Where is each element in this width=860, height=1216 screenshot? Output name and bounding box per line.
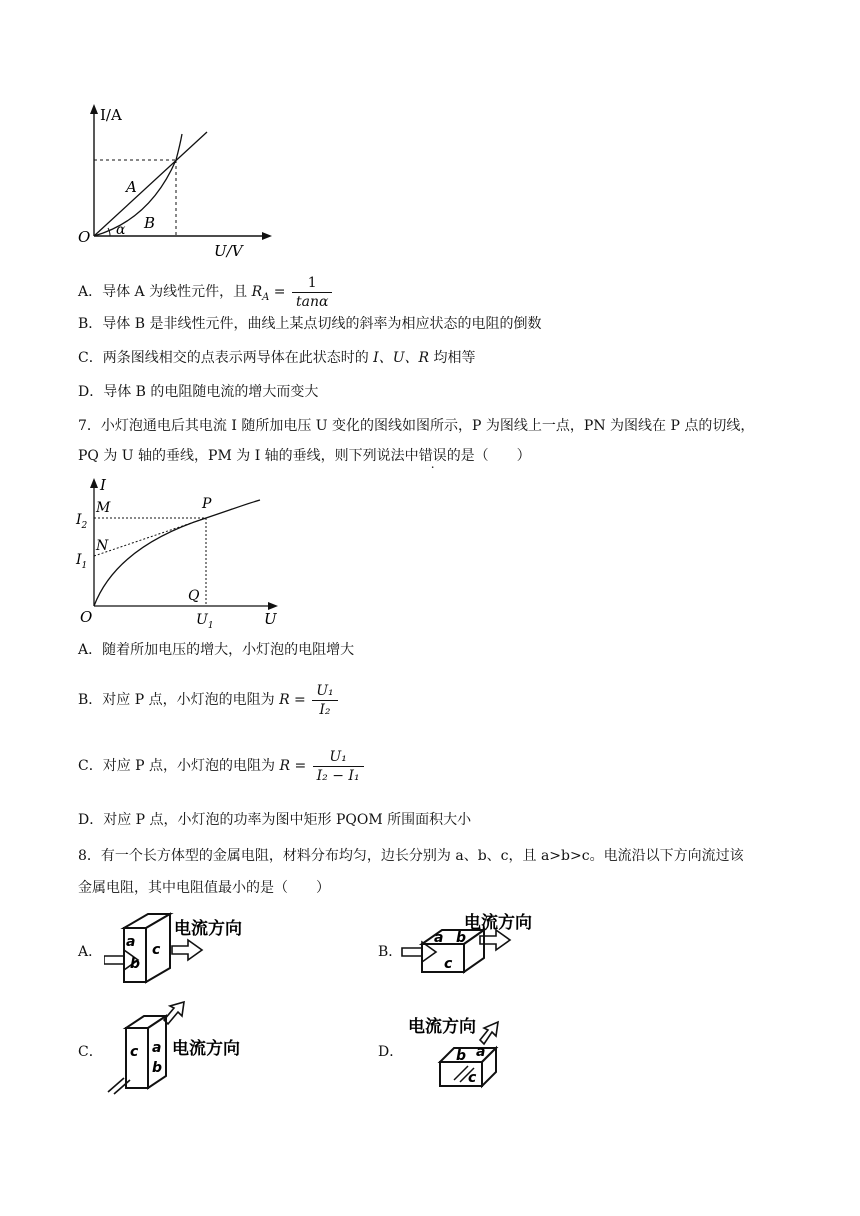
- q6-option-d: D．导体 B 的电阻随电流的增大而变大: [78, 384, 319, 400]
- fig1-x-label: U/V: [214, 242, 243, 260]
- q8-a-arrow-text: 电流方向: [174, 919, 242, 939]
- q8-c-face-c: c: [130, 1044, 139, 1060]
- q8-c-face-a: a: [152, 1040, 162, 1056]
- fig2-i2: I: [76, 512, 82, 528]
- q8-d-face-b: b: [456, 1048, 467, 1064]
- q8-c-face-b: b: [152, 1060, 163, 1076]
- q8-option-a-label: A．: [78, 944, 103, 960]
- q8-d-face-c: c: [468, 1070, 477, 1086]
- q6-a-den: tanα: [296, 293, 329, 310]
- q7-stem-emph: 错误: [418, 448, 447, 464]
- fig1-origin: O: [78, 228, 91, 246]
- fig2-i2-sub: 2: [81, 521, 88, 531]
- q7-b-lhs: R =: [279, 692, 311, 708]
- q7-c-den: I₂ − I₁: [316, 767, 360, 784]
- q6-option-a: [78, 272, 334, 318]
- q8-option-d-figure: [404, 1010, 554, 1090]
- q7-stem-line2-post: 的是（ ）: [446, 448, 531, 464]
- figure-bulb-iu: [70, 474, 290, 630]
- q6-option-b: B．导体 B 是非线性元件，曲线上某点切线的斜率为相应状态的电阻的倒数: [78, 316, 542, 332]
- q8-d-arrow-text: 电流方向: [408, 1017, 476, 1037]
- q8-option-d-label: D．: [378, 1044, 404, 1060]
- fig2-y-label: I: [100, 476, 106, 494]
- q8-b-face-c: c: [444, 956, 453, 972]
- q8-a-face-b: b: [130, 956, 141, 972]
- q6-a-text: A．导体 A 为线性元件，且: [78, 284, 252, 300]
- fig1-angle: α: [116, 222, 126, 238]
- curve-b-line: [94, 134, 182, 236]
- fig2-q: Q: [188, 588, 200, 604]
- q6-c-text: C．两条图线相交的点表示两导体在此状态时的: [78, 350, 374, 366]
- fig2-u1: U: [196, 612, 208, 628]
- q7-stem-line1: 7．小灯泡通电后其电流 I 随所加电压 U 变化的图线如图所示，P 为图线上一点，PN 为图线在 P 点的切线，: [78, 418, 755, 434]
- q6-option-c: [78, 348, 476, 368]
- q7-stem-line2: [78, 446, 531, 466]
- q8-stem-line1: 8．有一个长方体型的金属电阻，材料分布均匀，边长分别为 a、b、c，且 a>b>c。电流沿以下方向流过该: [78, 848, 744, 864]
- svg-text:U1: [196, 612, 214, 630]
- fig2-x-label: U: [264, 610, 277, 628]
- q7-c-num: U₁: [313, 748, 364, 767]
- q8-option-c-figure: [104, 1000, 284, 1096]
- bulb-curve: [94, 500, 260, 606]
- q7-b-fraction: [312, 682, 337, 719]
- q6-a-lhs: R: [251, 284, 263, 300]
- q8-option-a-figure: [104, 906, 274, 996]
- svg-text:I1: [75, 552, 87, 571]
- q6-c-suffix: 均相等: [429, 350, 476, 366]
- fig1-y-label: I/A: [100, 106, 122, 124]
- fig2-i1-sub: 1: [81, 561, 88, 571]
- figure-iu-ab: [70, 100, 290, 260]
- q7-b-den: I₂: [319, 701, 331, 718]
- q8-b-face-b: b: [456, 930, 467, 946]
- q7-option-b: [78, 680, 340, 720]
- svg-text:I2: [75, 512, 88, 531]
- q6-a-fraction: [292, 274, 332, 311]
- q7-c-text: C．对应 P 点，小灯泡的电阻为: [78, 758, 280, 774]
- q7-b-text: B．对应 P 点，小灯泡的电阻为: [78, 692, 280, 708]
- fig2-i1: I: [76, 552, 82, 568]
- q8-option-b-label: B．: [378, 944, 403, 960]
- q6-c-vars: I、U、R: [373, 350, 430, 366]
- q8-a-face-c: c: [152, 942, 161, 958]
- q8-b-face-a: a: [434, 930, 444, 946]
- fig2-n: N: [96, 538, 109, 554]
- q7-option-a: A．随着所加电压的增大，小灯泡的电阻增大: [78, 642, 355, 658]
- q7-option-c: [78, 746, 366, 786]
- q7-stem-line2-pre: PQ 为 U 轴的垂线，PM 为 I 轴的垂线，则下列说法中: [78, 448, 419, 464]
- q8-option-b-figure: [400, 906, 580, 986]
- q8-d-face-a: a: [476, 1044, 486, 1060]
- q6-a-eq: =: [269, 284, 290, 300]
- fig2-m: M: [96, 500, 111, 516]
- q7-c-fraction: [313, 748, 364, 785]
- q8-c-arrow-text: 电流方向: [172, 1039, 240, 1059]
- q8-b-arrow-text: 电流方向: [464, 913, 532, 933]
- q7-b-num: U₁: [312, 682, 337, 701]
- q8-stem-line2: 金属电阻，其中电阻值最小的是（ ）: [78, 880, 330, 896]
- q6-a-sub: A: [262, 291, 270, 303]
- q7-option-d: D．对应 P 点，小灯泡的功率为图中矩形 PQOM 所围面积大小: [78, 812, 472, 828]
- q8-option-c-label: C．: [78, 1044, 103, 1060]
- q7-c-lhs: R =: [279, 758, 311, 774]
- fig1-label-a: A: [126, 178, 137, 196]
- fig2-p: P: [202, 496, 212, 512]
- fig2-u1-sub: 1: [207, 621, 214, 630]
- fig2-origin: O: [80, 608, 93, 626]
- tangent-pn: [94, 518, 206, 556]
- q6-a-num: 1: [292, 274, 332, 293]
- q8-a-face-a: a: [126, 934, 136, 950]
- fig1-label-b: B: [144, 214, 156, 232]
